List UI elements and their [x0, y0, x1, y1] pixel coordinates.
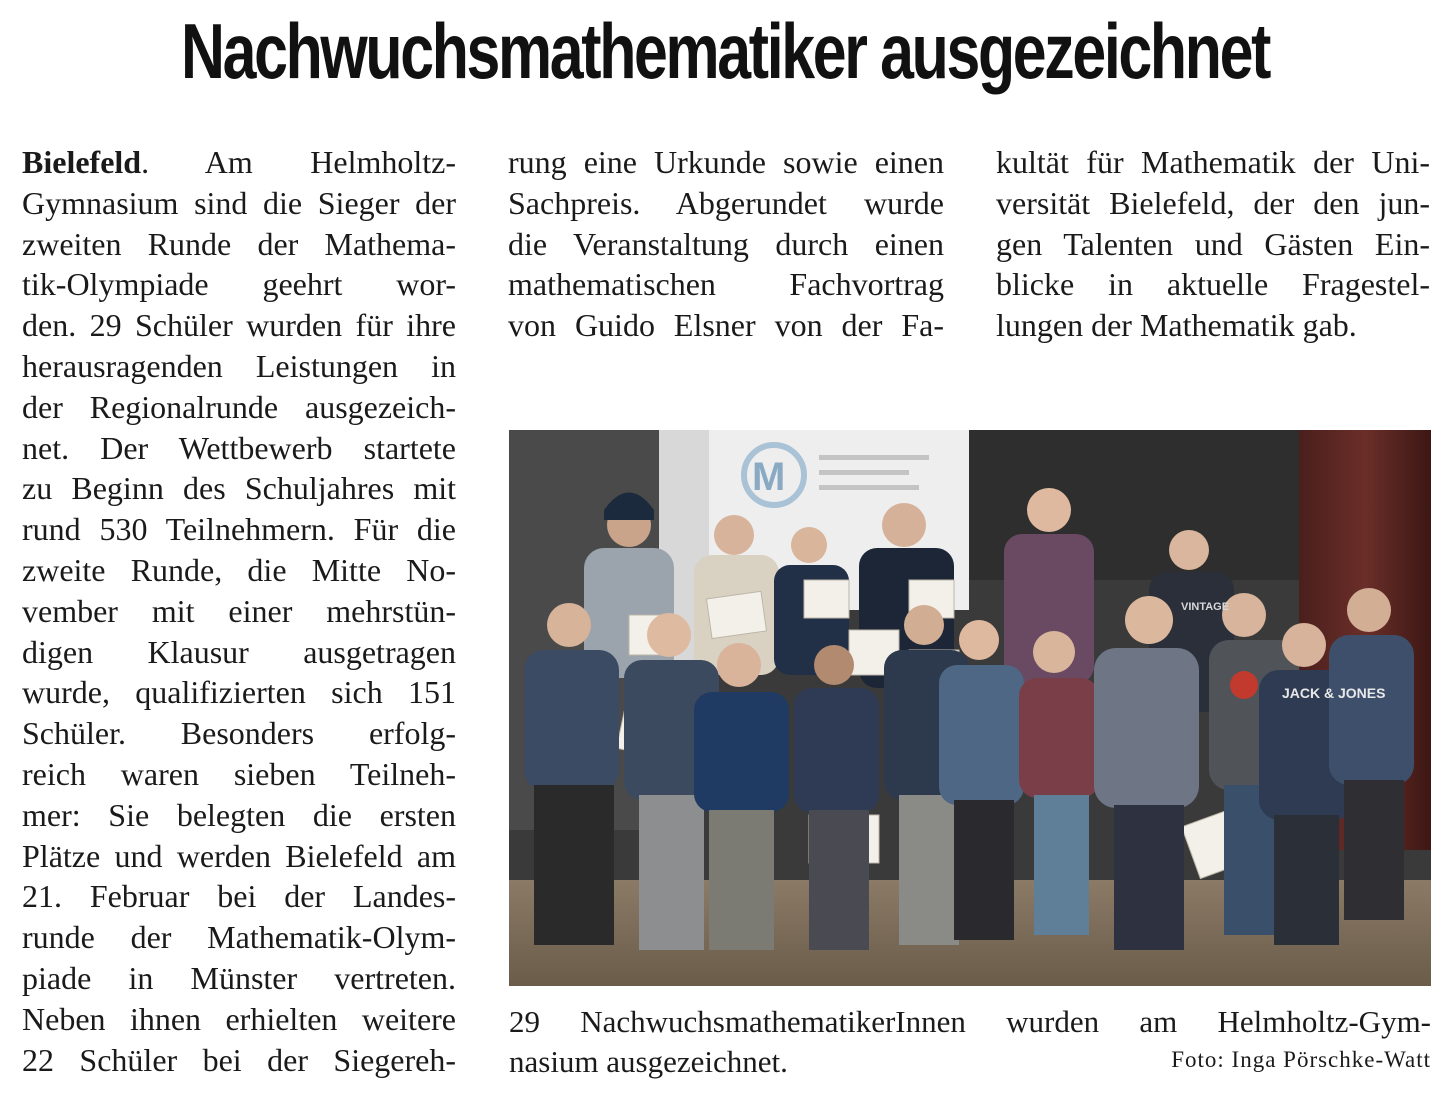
front-row-students: [524, 588, 1414, 950]
column-line: wurde, qualifizierten sich 151: [22, 674, 456, 711]
column-line: lungen der Mathematik gab.: [996, 307, 1357, 344]
column-line: piade in Münster vertreten.: [22, 959, 456, 996]
column-line: 21. Februar bei der Landes-: [22, 878, 456, 915]
column-line: rund 530 Teilnehmern. Für die: [22, 511, 456, 548]
column-line: versität Bielefeld, der den jun-: [996, 184, 1430, 221]
article-column-3: [996, 142, 1430, 346]
column-line: Schüler. Besonders erfolg-: [22, 715, 456, 752]
column-line: von Guido Elsner von der Fa-: [508, 307, 944, 344]
article-column-1: [22, 142, 456, 1080]
column-line: die Veranstaltung durch einen: [508, 225, 944, 262]
column-line: vember mit einer mehrstün-: [22, 592, 456, 629]
column-line: blicke in aktuelle Fragestel-: [996, 266, 1430, 303]
column-line: herausragenden Leistungen in: [22, 347, 456, 384]
headline: Nachwuchsmathematiker ausgezeichnet: [180, 7, 1270, 95]
column-line: zweiten Runde der Mathema-: [22, 225, 456, 262]
column-line: net. Der Wettbewerb startete: [22, 429, 456, 466]
dateline: Bielefeld: [22, 144, 142, 180]
column-line: der Regionalrunde ausgezeich-: [22, 388, 456, 425]
column-line: reich waren sieben Teilneh-: [22, 755, 456, 792]
column-line: digen Klausur ausgetragen: [22, 633, 456, 670]
column-line: mer: Sie belegten die ersten: [22, 796, 456, 833]
group-photo: [509, 430, 1431, 986]
column-line: Bielefeld. Am Helmholtz-: [22, 144, 456, 180]
column-line: Gymnasium sind die Sieger der: [22, 184, 456, 221]
column-line: 22 Schüler bei der Siegereh-: [22, 1041, 456, 1078]
column-line: kultät für Mathematik der Uni-: [996, 144, 1430, 180]
photo-credit: Foto: Inga Pörschke-Watt: [1171, 1047, 1431, 1072]
olympiad-logo-letters: M: [752, 455, 786, 499]
column-line: rung eine Urkunde sowie einen: [508, 144, 944, 180]
column-line: gen Talenten und Gästen Ein-: [996, 225, 1430, 262]
shirt-print: VINTAGE: [1181, 601, 1230, 613]
shirt-print: JACK & JONES: [1282, 685, 1386, 701]
column-line: Sachpreis. Abgerundet wurde: [508, 184, 944, 221]
column-line: runde der Mathematik-Olym-: [22, 919, 456, 956]
caption-line: nasium ausgezeichnet. Foto: Inga Pörschke-Watt: [509, 1042, 1431, 1082]
article-column-2: [508, 142, 944, 346]
column-line: den. 29 Schüler wurden für ihre: [22, 307, 456, 344]
caption-line: 29 NachwuchsmathematikerInnen wurden am Helmholtz-Gym-: [509, 1004, 1431, 1039]
column-line: zu Beginn des Schuljahres mit: [22, 470, 456, 507]
photo-caption: [509, 1002, 1431, 1082]
column-line: mathematischen Fachvortrag: [508, 266, 944, 303]
column-line: zweite Runde, die Mitte No-: [22, 551, 456, 588]
column-line: Neben ihnen erhielten weitere: [22, 1000, 456, 1037]
column-line: Plätze und werden Bielefeld am: [22, 837, 456, 874]
column-line: tik-Olympiade geehrt wor-: [22, 266, 456, 303]
